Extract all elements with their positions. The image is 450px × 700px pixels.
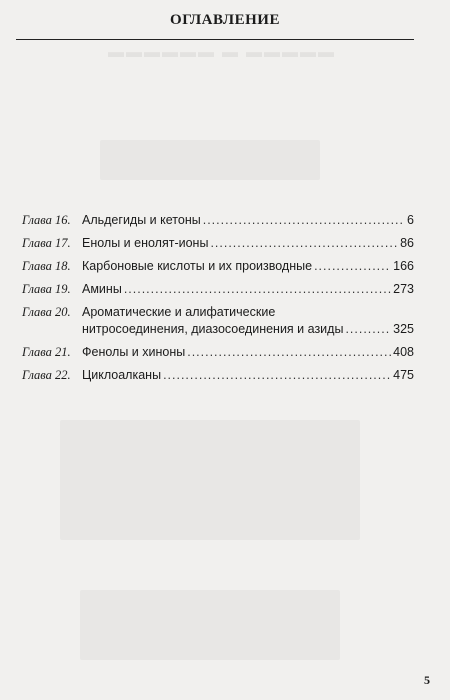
chapter-title: Енолы и енолят-ионы [82, 236, 209, 250]
show-through-block [80, 590, 340, 660]
page-reference: 273 [393, 282, 414, 296]
chapter-title: Альдегиды и кетоны [82, 213, 201, 227]
page-reference: 475 [393, 368, 414, 382]
chapter-label: Глава 18. [22, 259, 71, 273]
chapter-label: Глава 20. [22, 305, 71, 319]
page-reference: 408 [393, 345, 414, 359]
chapter-title: Циклоалканы [82, 368, 162, 382]
page-reference: 6 [407, 213, 414, 227]
chapter-title: Карбоновые кислоты и их производные [82, 259, 313, 273]
dot-leader [124, 281, 391, 298]
chapter-label: Глава 16. [22, 213, 71, 227]
show-through-block [60, 420, 360, 540]
page-reference: 86 [400, 236, 414, 250]
page-number: 5 [424, 673, 430, 687]
show-through-heading: ▬▬▬▬▬ ▬ ▬▬▬▬▬▬ [106, 44, 334, 61]
page-title: ОГЛАВЛЕНИЕ [170, 12, 280, 28]
chapter-title: Ароматические и алифатические [82, 305, 276, 319]
toc-entry[interactable] [22, 281, 414, 298]
dot-leader [163, 367, 391, 384]
dot-leader [187, 344, 391, 361]
toc-entry[interactable] [22, 344, 414, 361]
page-reference: 166 [393, 259, 414, 273]
chapter-title: Фенолы и хиноны [82, 345, 186, 359]
header-rule [16, 39, 414, 40]
dot-leader [314, 258, 391, 275]
dot-leader [345, 321, 391, 338]
toc-entry[interactable] [22, 258, 414, 275]
toc-entry[interactable] [22, 304, 414, 338]
toc-entry[interactable] [22, 212, 414, 229]
chapter-label: Глава 17. [22, 236, 71, 250]
chapter-title: Амины [82, 282, 122, 296]
chapter-label: Глава 22. [22, 368, 71, 382]
show-through-block [100, 140, 320, 180]
toc-entry[interactable] [22, 235, 414, 252]
toc-entry[interactable] [22, 367, 414, 384]
page-reference: 325 [393, 322, 414, 336]
chapter-title-continued: нитросоединения, диазосоединения и азиды [82, 322, 344, 336]
table-of-contents [22, 212, 414, 390]
chapter-label: Глава 21. [22, 345, 71, 359]
dot-leader [203, 212, 405, 229]
chapter-label: Глава 19. [22, 282, 71, 296]
dot-leader [210, 235, 398, 252]
